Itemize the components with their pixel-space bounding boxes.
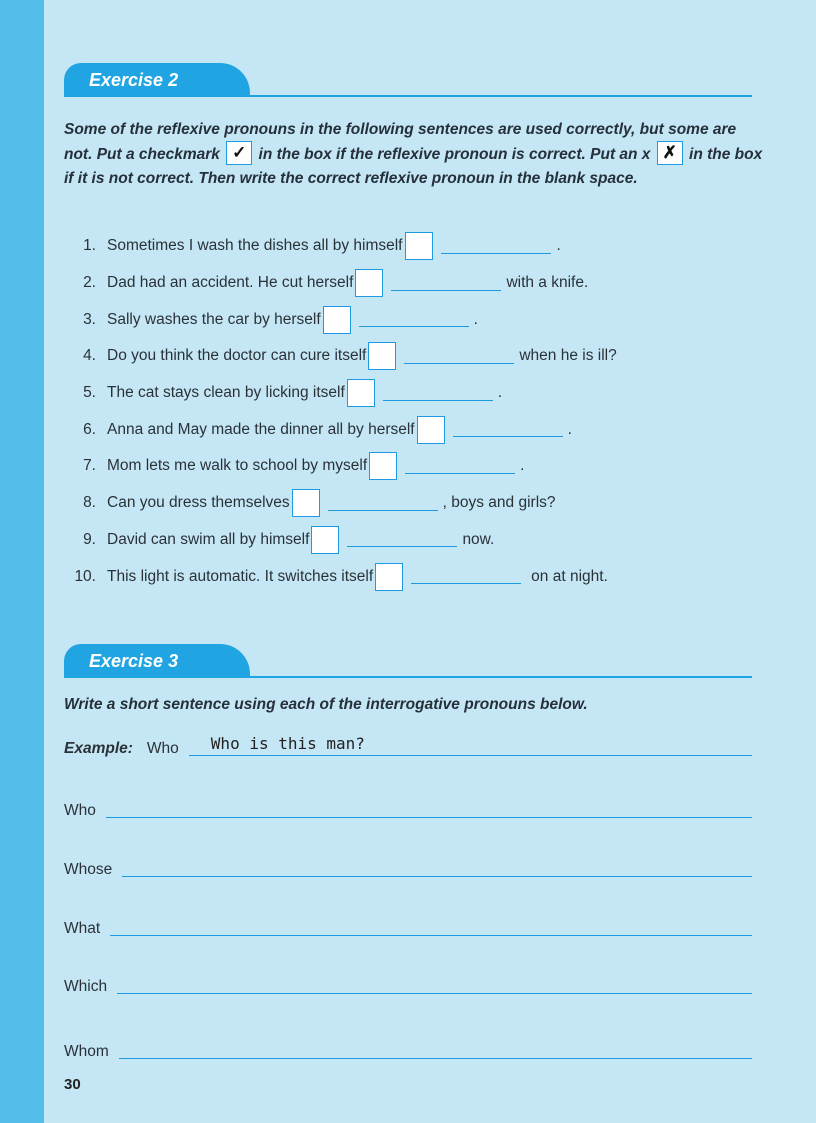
- keyword-interrogative: interrogative pronouns: [366, 696, 536, 713]
- list-item: 9. David can swim all by himself now.: [64, 522, 617, 559]
- list-item: 5. The cat stays clean by licking itself .: [64, 375, 617, 412]
- sentence-end: .: [497, 384, 503, 402]
- example-line: [189, 735, 752, 756]
- answer-blank[interactable]: [453, 422, 563, 437]
- example-label: Example:: [64, 740, 133, 757]
- answer-checkbox[interactable]: [323, 306, 351, 334]
- answer-blank[interactable]: [404, 349, 514, 364]
- pronoun-label: Whose: [64, 861, 113, 878]
- sentence-end: , boys and girls?: [442, 494, 556, 512]
- list-item: 4. Do you think the doctor can cure itself when he is ill?: [64, 338, 617, 375]
- answer-checkbox[interactable]: [375, 563, 403, 591]
- list-item: 7. Mom lets me walk to school by myself .: [64, 448, 617, 485]
- answer-blank[interactable]: [441, 239, 551, 254]
- sentence-text: David can swim all by himself: [107, 530, 310, 548]
- pronoun-label: Whom: [64, 1043, 109, 1060]
- cross-icon: ✗: [657, 141, 683, 165]
- header-rule: [244, 95, 752, 97]
- list-item: 1. Sometimes I wash the dishes all by himself .: [64, 228, 617, 265]
- example-answer: Who is this man?: [210, 734, 365, 753]
- sentence-text: The cat stays clean by licking itself: [107, 384, 345, 402]
- writing-line[interactable]: [122, 856, 752, 877]
- answer-blank[interactable]: [328, 496, 438, 511]
- writing-line[interactable]: [119, 1038, 752, 1059]
- list-item: 2. Dad had an accident. He cut herself with a knife.: [64, 265, 617, 302]
- answer-blank[interactable]: [359, 312, 469, 327]
- header-rule: [244, 676, 752, 678]
- answer-checkbox[interactable]: [368, 342, 396, 370]
- write-row-what: [64, 915, 752, 938]
- side-strip: [0, 0, 44, 1123]
- sentence-end: when he is ill?: [519, 347, 617, 365]
- writing-line[interactable]: [106, 797, 752, 818]
- answer-blank[interactable]: [405, 459, 515, 474]
- answer-blank[interactable]: [347, 532, 457, 547]
- sentence-end: .: [567, 420, 572, 438]
- sentence-end: now.: [462, 530, 495, 548]
- checkmark-icon: ✓: [226, 141, 252, 165]
- answer-checkbox[interactable]: [292, 489, 320, 517]
- exercise-2-items: [64, 228, 617, 595]
- sentence-text: Anna and May made the dinner all by herself: [107, 420, 415, 438]
- answer-blank[interactable]: [383, 386, 493, 401]
- writing-line[interactable]: [117, 973, 752, 994]
- sentence-text: Dad had an accident. He cut herself: [107, 274, 354, 292]
- list-item: 3. Sally washes the car by herself .: [64, 301, 617, 338]
- answer-checkbox[interactable]: [347, 379, 375, 407]
- sentence-text: Can you dress themselves: [107, 494, 290, 512]
- pronoun-label: What: [64, 920, 101, 937]
- answer-blank[interactable]: [391, 276, 501, 291]
- sentence-end: .: [473, 310, 478, 328]
- keyword-reflexive: reflexive pronouns: [157, 121, 296, 138]
- answer-checkbox[interactable]: [355, 269, 383, 297]
- sentence-text: Mom lets me walk to school by myself: [107, 457, 368, 475]
- page-number: 30: [64, 1076, 81, 1093]
- exercise-3-instructions: Write a short sentence using each of the interrogative pronouns below.: [64, 696, 588, 713]
- sentence-end: on at night.: [531, 567, 608, 585]
- answer-checkbox[interactable]: [417, 416, 445, 444]
- list-item: 6. Anna and May made the dinner all by herself .: [64, 411, 617, 448]
- exercise-2-instructions: Some of the reflexive pronouns in the following sentences are used correctly, but some are not. Put a checkmark ✓ in the box if the reflexive pronoun is correct. Put an x ✗ in the box if it is not correct. Then write the correct reflexive pronoun in the blank space.: [64, 121, 763, 187]
- exercise-2-title: Exercise 2: [64, 63, 250, 97]
- exercise-2-header: [64, 63, 752, 97]
- sentence-text: This light is automatic. It switches itself: [107, 567, 374, 585]
- list-item: 10. This light is automatic. It switches itself on at night.: [64, 558, 617, 595]
- answer-blank[interactable]: [411, 569, 521, 584]
- answer-checkbox[interactable]: [369, 452, 397, 480]
- write-row-whom: [64, 1038, 752, 1061]
- list-item: 8. Can you dress themselves , boys and girls?: [64, 485, 617, 522]
- answer-checkbox[interactable]: [405, 232, 433, 260]
- sentence-end: with a knife.: [506, 274, 589, 292]
- sentence-end: .: [520, 457, 525, 475]
- sentence-text: Sometimes I wash the dishes all by himself: [107, 237, 403, 255]
- write-row-whose: [64, 856, 752, 879]
- exercise-3-title: Exercise 3: [64, 644, 250, 678]
- sentence-text: Do you think the doctor can cure itself: [107, 347, 367, 365]
- pronoun-label: Which: [64, 978, 108, 995]
- answer-checkbox[interactable]: [311, 526, 339, 554]
- sentence-text: Sally washes the car by herself: [107, 310, 321, 328]
- sentence-end: .: [556, 237, 561, 255]
- write-row-who: [64, 797, 752, 820]
- pronoun-label: Who: [64, 802, 96, 819]
- writing-line[interactable]: [110, 915, 752, 936]
- write-row-which: [64, 973, 752, 996]
- example-row: [64, 735, 752, 758]
- exercise-3-header: [64, 644, 752, 678]
- example-pronoun: Who: [146, 740, 179, 757]
